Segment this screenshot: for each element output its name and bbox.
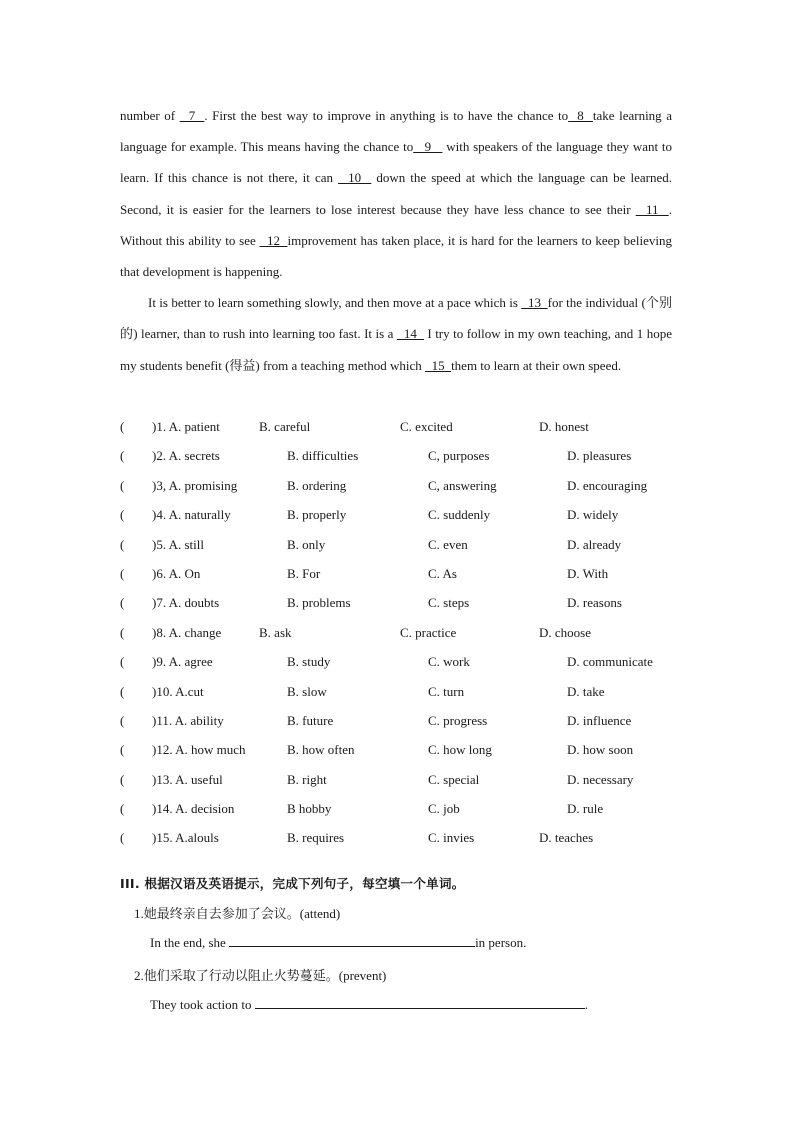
option-row — [120, 530, 680, 559]
option-d: D. how soon — [567, 742, 634, 758]
answer-paren[interactable]: ( — [120, 448, 125, 464]
passage-text: for the individual (个别的) learner, than to rush into learning too fast. It is a — [120, 295, 672, 342]
option-a: )12. A. how much — [152, 742, 246, 758]
option-b: B. ask — [259, 624, 292, 640]
option-a: )14. A. decision — [152, 801, 235, 817]
option-c: C. progress — [428, 712, 488, 728]
option-row — [120, 765, 680, 794]
passage-text: down the speed at which the language can be learned. Second, it is easier for the learners to lose interest because they have less chance to see their — [120, 170, 673, 217]
option-d: D. choose — [539, 624, 591, 640]
passage-text: . First the best way to improve in anything is to have the chance to — [204, 108, 569, 123]
passage-text: . Without this ability to see — [120, 201, 672, 248]
answer-paren[interactable]: ( — [120, 830, 125, 846]
answer-blank[interactable]: 14 — [396, 326, 424, 342]
passage-text: number of — [120, 108, 180, 123]
option-d: D. rule — [567, 801, 604, 817]
option-row — [120, 412, 680, 441]
option-b: B. slow — [287, 683, 327, 699]
question-1-lead: In the end, she — [150, 935, 230, 950]
passage-paragraph-2 — [120, 287, 672, 381]
option-row — [120, 500, 680, 529]
answer-paren[interactable]: ( — [120, 683, 125, 699]
option-b: B. ordering — [287, 477, 347, 493]
answer-paren[interactable]: ( — [120, 742, 125, 758]
option-a: )2. A. secrets — [152, 448, 220, 464]
option-d: D. influence — [567, 712, 632, 728]
answer-blank[interactable]: 9 — [413, 139, 443, 155]
option-row — [120, 706, 680, 735]
question-2-answer-blank[interactable] — [255, 996, 585, 1009]
question-1-prompt: 1.她最终亲自去参加了会议。(attend) — [134, 906, 341, 921]
option-b: B. future — [287, 712, 334, 728]
option-b: B. For — [287, 565, 321, 581]
option-a: )1. A. patient — [152, 419, 220, 434]
option-c: C. invies — [428, 830, 475, 846]
question-2-tail: . — [584, 997, 588, 1012]
option-d: D. teaches — [539, 830, 594, 846]
question-1-sentence — [150, 934, 526, 951]
option-a: )9. A. agree — [152, 654, 213, 670]
answer-paren[interactable]: ( — [120, 419, 125, 434]
option-d: D. With — [567, 565, 609, 581]
cloze-passage — [120, 100, 672, 381]
option-c: C. As — [428, 565, 457, 581]
passage-text: It is better to learn something slowly, and then move at a pace which is — [148, 295, 522, 311]
passage-paragraph-1 — [120, 100, 672, 287]
option-b: B. difficulties — [287, 448, 359, 464]
passage-text: take learning a language for example. This means having the chance to — [120, 108, 672, 155]
option-a: )7. A. doubts — [152, 595, 220, 611]
option-b: B. only — [287, 536, 326, 552]
option-d: D. honest — [539, 419, 589, 434]
option-a: )10. A.cut — [152, 683, 204, 699]
option-d: D. pleasures — [567, 448, 632, 464]
option-c: C. turn — [428, 683, 465, 699]
answer-paren[interactable]: ( — [120, 801, 125, 817]
passage-text: I try to follow in my own teaching, and 1 hope my students benefit (得益) from a teaching method which — [120, 326, 673, 373]
option-row — [120, 677, 680, 706]
option-c: C. job — [428, 801, 460, 817]
option-a: )8. A. change — [152, 624, 222, 640]
option-d: D. take — [567, 683, 605, 699]
answer-paren[interactable]: ( — [120, 507, 125, 523]
answer-blank[interactable]: 13 — [521, 295, 548, 311]
passage-text: improvement has taken place, it is hard for the learners to keep believing that development is happening. — [120, 232, 673, 280]
option-c: C. suddenly — [428, 507, 491, 523]
option-d: D. reasons — [567, 595, 622, 611]
option-b: B. careful — [259, 419, 311, 434]
option-row — [120, 588, 680, 617]
option-b: B. study — [287, 654, 331, 670]
option-row — [120, 647, 680, 676]
option-d: D. necessary — [567, 771, 634, 787]
answer-paren[interactable]: ( — [120, 595, 125, 611]
option-b: B. right — [287, 771, 327, 787]
option-c: C. excited — [400, 419, 453, 434]
option-c: C, purposes — [428, 448, 490, 464]
option-c: C. work — [428, 654, 470, 670]
option-row — [120, 823, 680, 852]
option-c: C. even — [428, 536, 468, 552]
answer-blank[interactable]: 12 — [259, 232, 288, 248]
option-a: )6. A. On — [152, 565, 201, 581]
option-row — [120, 471, 680, 500]
option-a: )13. A. useful — [152, 771, 223, 787]
answer-blank[interactable]: 10 — [338, 170, 372, 186]
option-d: D. widely — [567, 507, 619, 523]
passage-text: them to learn at their own speed. — [451, 357, 622, 373]
option-b: B. properly — [287, 507, 347, 523]
option-a: )11. A. ability — [152, 712, 224, 728]
answer-paren[interactable]: ( — [120, 565, 125, 581]
option-b: B. requires — [287, 830, 345, 846]
option-d: D. already — [567, 536, 622, 552]
option-c: C. how long — [428, 742, 492, 758]
answer-blank[interactable]: 11 — [635, 201, 669, 217]
question-2-sentence — [150, 996, 588, 1013]
option-c: C, answering — [428, 477, 497, 493]
question-1-answer-blank[interactable] — [229, 934, 475, 947]
option-d: D. communicate — [567, 654, 653, 670]
answer-blank[interactable]: 7 — [179, 108, 205, 123]
option-row — [120, 618, 680, 647]
option-b: B. problems — [287, 595, 351, 611]
option-a: )3, A. promising — [152, 477, 238, 493]
answer-blank[interactable]: 15 — [425, 357, 452, 373]
answer-paren[interactable]: ( — [120, 536, 125, 552]
option-row — [120, 441, 680, 470]
passage-text: with speakers of the language they want to learn. If this chance is not there, it can — [120, 139, 672, 186]
option-c: C. practice — [400, 624, 457, 640]
question-1-tail: in person. — [475, 935, 527, 950]
option-row — [120, 794, 680, 823]
answer-paren[interactable]: ( — [120, 477, 125, 493]
option-d: D. encouraging — [567, 477, 648, 493]
answer-blank[interactable]: 8 — [568, 108, 593, 123]
option-a: )4. A. naturally — [152, 507, 231, 523]
question-2-lead: They took action to — [150, 997, 255, 1012]
option-b: B hobby — [287, 801, 332, 817]
answer-paren[interactable]: ( — [120, 624, 125, 640]
option-a: )5. A. still — [152, 536, 205, 552]
option-row — [120, 559, 680, 588]
option-row — [120, 735, 680, 764]
option-a: )15. A.alouls — [152, 830, 219, 846]
options-list — [120, 412, 680, 853]
answer-paren[interactable]: ( — [120, 712, 125, 728]
question-2-prompt: 2.他们采取了行动以阻止火势蔓延。(prevent) — [134, 968, 387, 983]
option-c: C. steps — [428, 595, 470, 611]
option-c: C. special — [428, 771, 480, 787]
section-3-title: III. 根据汉语及英语提示，完成下列句子，每空填一个单词。 — [120, 876, 465, 891]
answer-paren[interactable]: ( — [120, 771, 125, 787]
option-b: B. how often — [287, 742, 355, 758]
answer-paren[interactable]: ( — [120, 654, 125, 670]
